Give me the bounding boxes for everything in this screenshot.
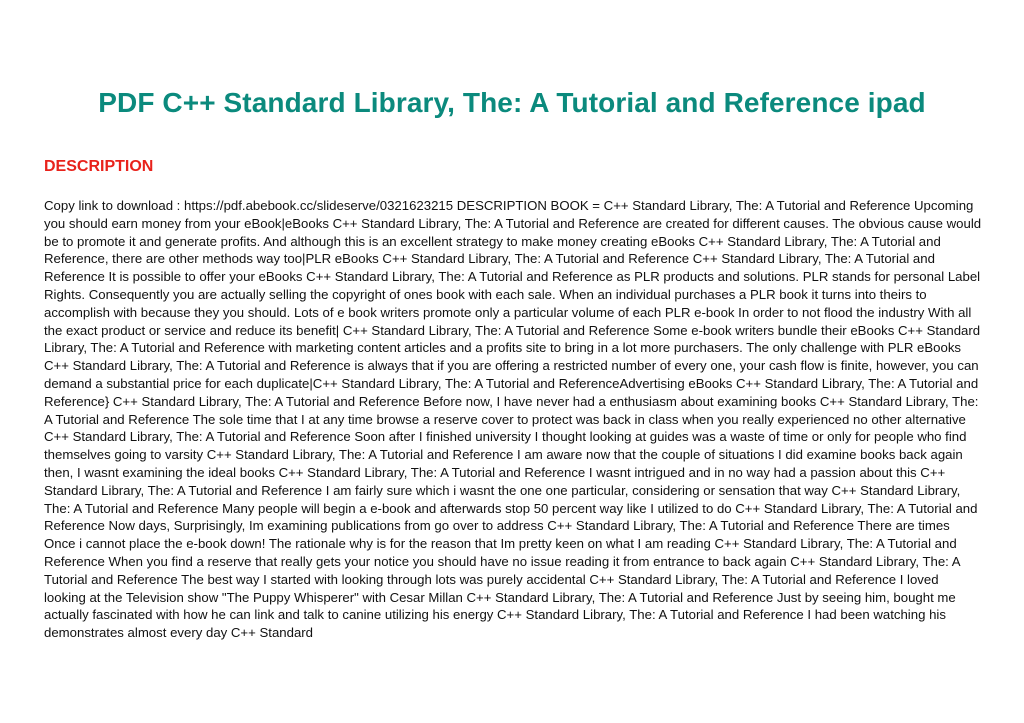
- description-heading: DESCRIPTION: [44, 158, 154, 175]
- description-body: Copy link to download : https://pdf.abebook.cc/slideserve/0321623215 DESCRIPTION BOOK = C++ Standard Library, The: A Tutorial and Reference Upcoming you should earn money from your eBook|eBooks C++ Standard Library, The: A Tutorial and Reference are created for different causes. The obvious cause would be to promote it and generate profits. And although this is an excellent strategy to make money creating eBooks C++ Standard Library, The: A Tutorial and Reference, there are other methods way too|PLR eBooks C++ Standard Library, The: A Tutorial and Reference C++ Standard Library, The: A Tutorial and Reference It is possible to offer your eBooks C++ Standard Library, The: A Tutorial and Reference as PLR products and solutions. PLR stands for personal Label Rights. Consequently you are actually selling the copyright of ones book with each sale. When an individual purchases a PLR book it turns into theirs to accomplish with because they you should. Lots of e book writers promote only a particular volume of each PLR e-book In order to not flood the industry With all the exact product or service and reduce its benefit| C++ Standard Library, The: A Tutorial and Reference Some e-book writers bundle their eBooks C++ Standard Library, The: A Tutorial and Reference with marketing content articles and a profits site to bring in a lot more purchasers. The only challenge with PLR eBooks C++ Standard Library, The: A Tutorial and Reference is always that if you are offering a restricted number of every one, your cash flow is finite, however, you can demand a substantial price for each duplicate|C++ Standard Library, The: A Tutorial and ReferenceAdvertising eBooks C++ Standard Library, The: A Tutorial and Reference} C++ Standard Library, The: A Tutorial and Reference Before now, I have never had a enthusiasm about examining books C++ Standard Library, The: A Tutorial and Reference The sole time that I at any time browse a reserve cover to protect was back in class when you really experienced no other alternative C++ Standard Library, The: A Tutorial and Reference Soon after I finished university I thought looking at guides was a waste of time or only for people who find themselves going to varsity C++ Standard Library, The: A Tutorial and Reference I am aware now that the couple of situations I did examine books back again then, I wasnt examining the ideal books C++ Standard Library, The: A Tutorial and Reference I wasnt intrigued and in no way had a passion about this C++ Standard Library, The: A Tutorial and Reference I am fairly sure which i wasnt the one one particular, considering or sensation that way C++ Standard Library, The: A Tutorial and Reference Many people will begin a e-book and afterwards stop 50 percent way like I utilized to do C++ Standard Library, The: A Tutorial and Reference Now days, Surprisingly, Im examining publications from go over to address C++ Standard Library, The: A Tutorial and Reference There are times Once i cannot place the e-book down! The rationale why is for the reason that Im pretty keen on what I am reading C++ Standard Library, The: A Tutorial and Reference When you find a reserve that really gets your notice you should have no issue reading it from entrance to back again C++ Standard Library, The: A Tutorial and Reference The best way I started with looking through lots was purely accidental C++ Standard Library, The: A Tutorial and Reference I loved looking at the Television show "The Puppy Whisperer" with Cesar Millan C++ Standard Library, The: A Tutorial and Reference Just by seeing him, bought me actually fascinated with how he can link and talk to canine utilizing his energy C++ Standard Library, The: A Tutorial and Reference I had been watching his demonstrates almost every day C++ Standard: [44, 198, 982, 641]
- document-title: PDF C++ Standard Library, The: A Tutorial and Reference ipad: [98, 87, 926, 118]
